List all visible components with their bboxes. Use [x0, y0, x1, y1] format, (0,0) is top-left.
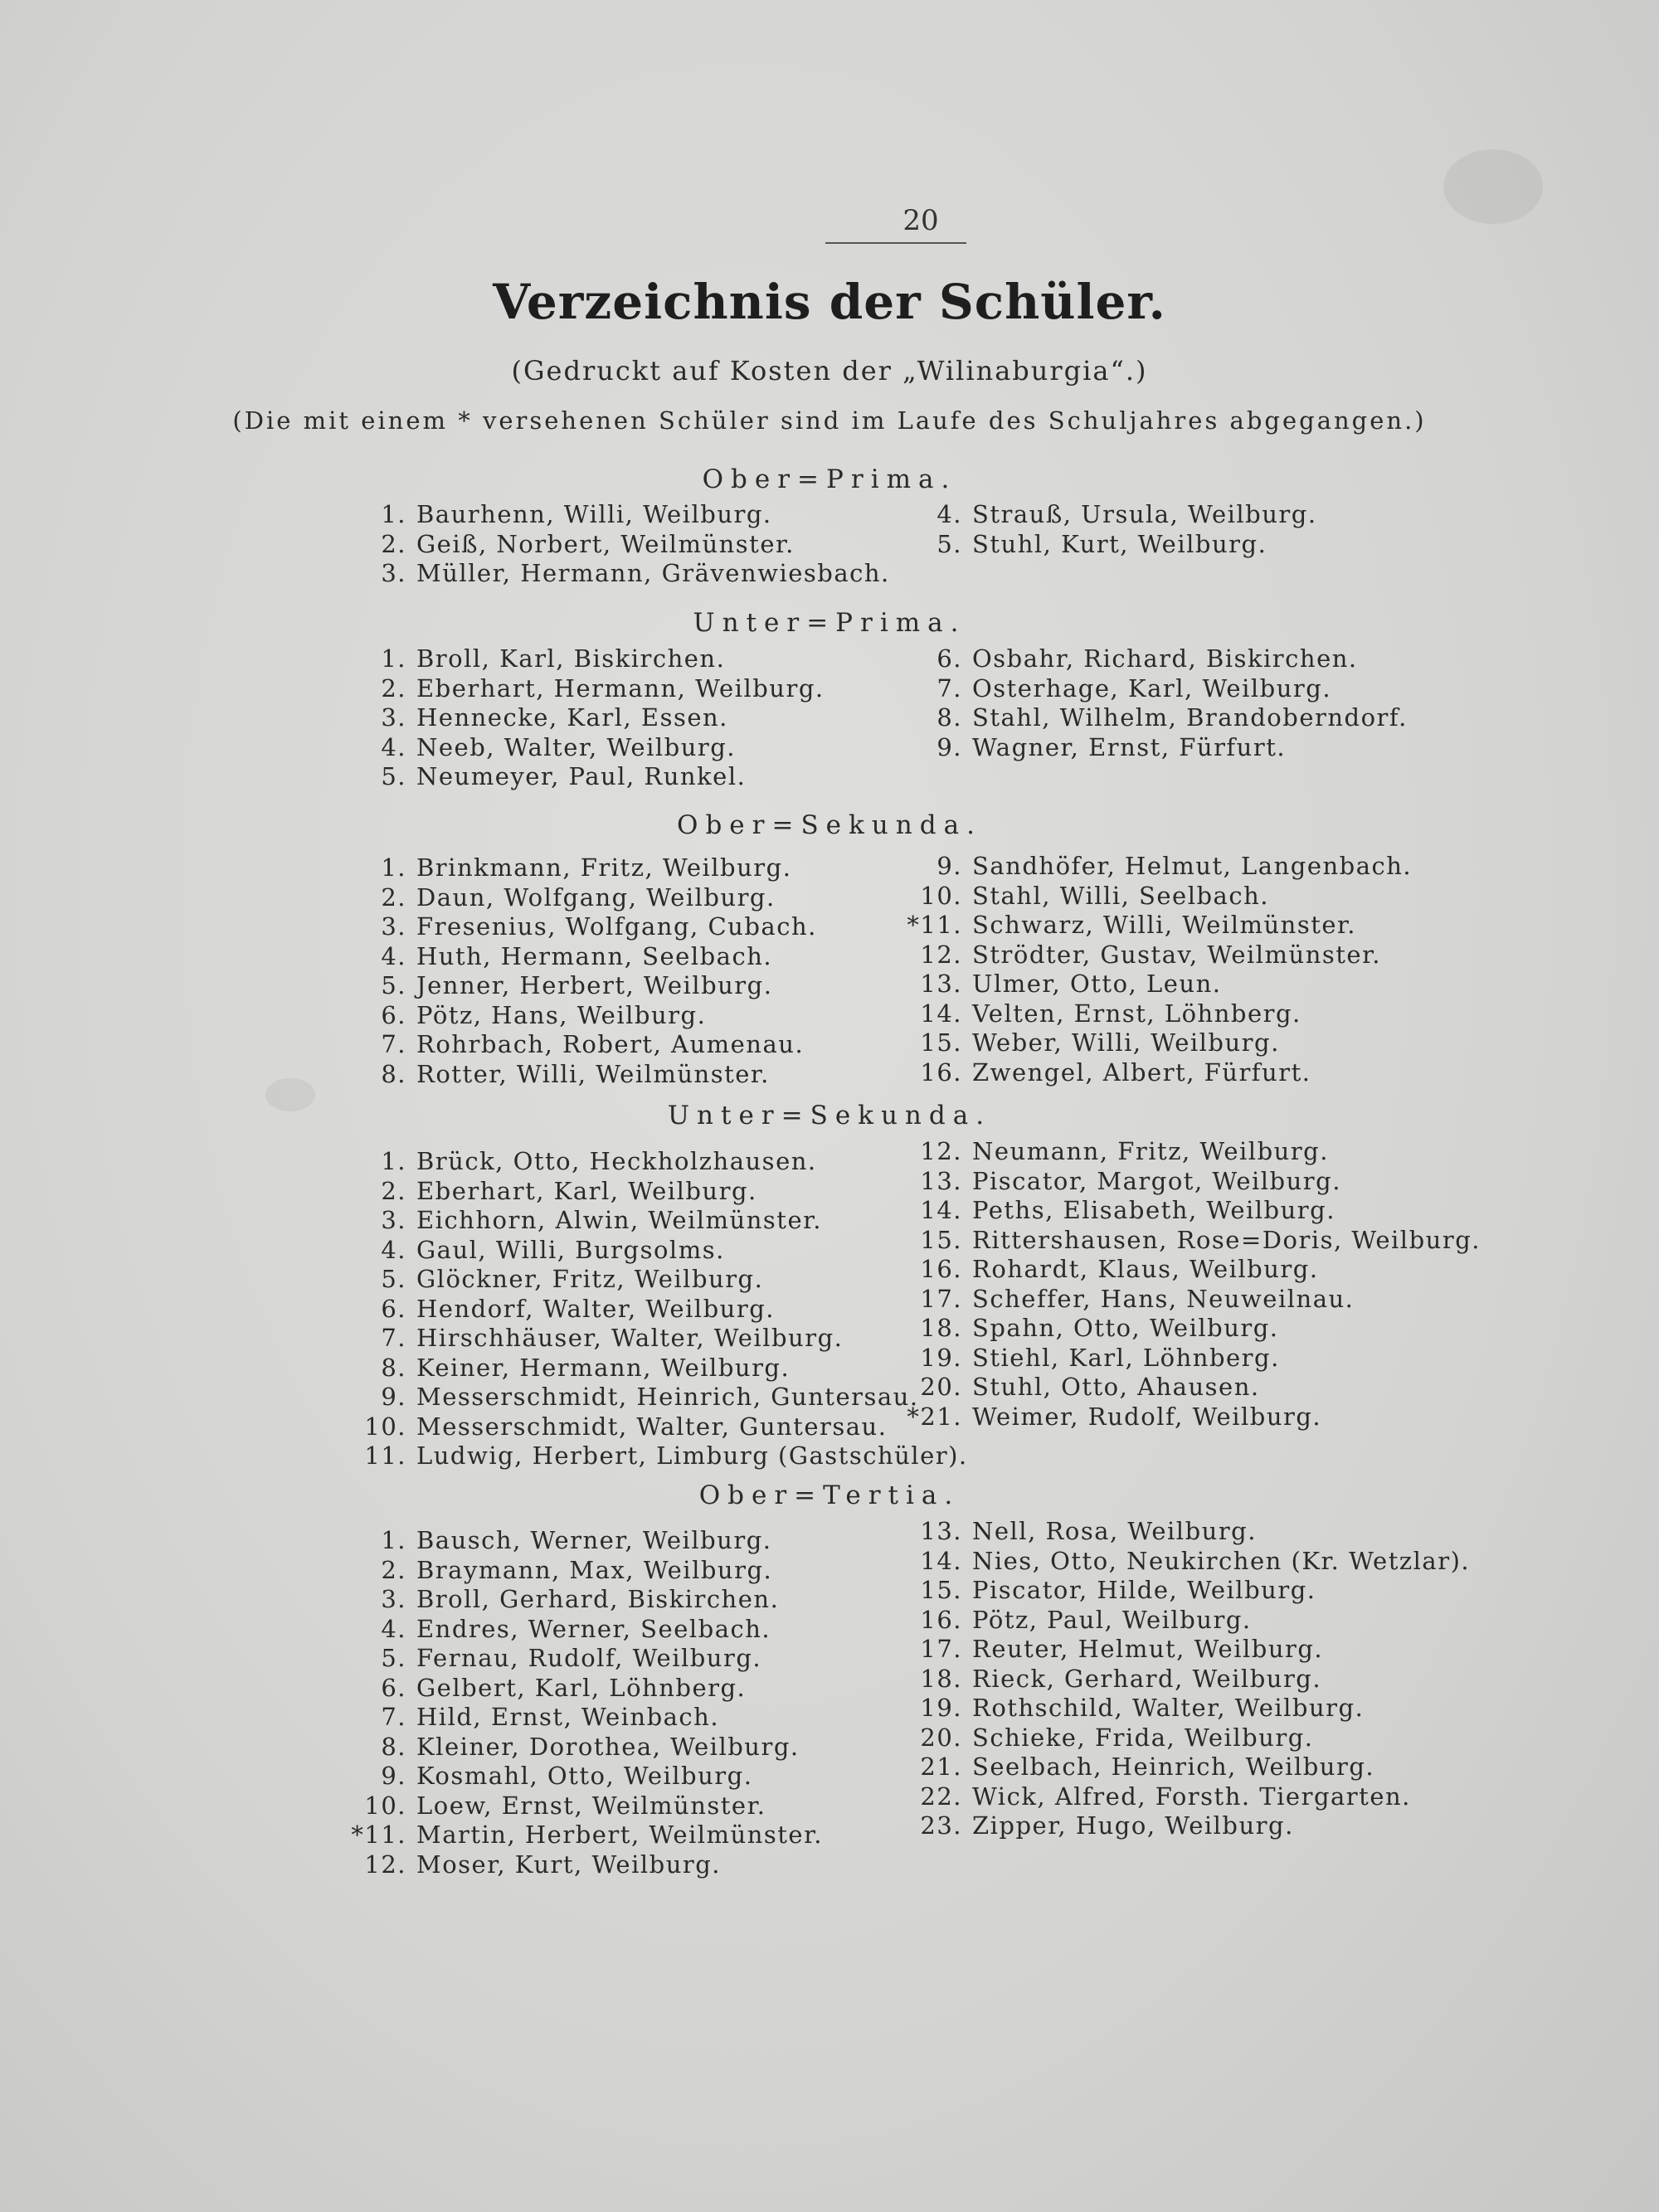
section-heading-ober-sekunda: Ober=Sekunda. — [677, 810, 982, 840]
entry-number: 2. — [381, 529, 406, 558]
student-entry — [332, 1762, 823, 1791]
student-entry — [332, 1850, 823, 1880]
entry-number: 9. — [381, 1762, 406, 1790]
student-entry — [888, 1723, 1470, 1753]
section-heading-unter-prima: Unter=Prima. — [693, 608, 966, 638]
student-entry — [332, 1236, 968, 1266]
student-name: Nell, Rosa, Weilburg. — [972, 1517, 1257, 1545]
student-name: Kleiner, Dorothea, Weilburg. — [416, 1732, 800, 1761]
student-name: Stahl, Wilhelm, Brandoberndorf. — [972, 703, 1408, 732]
student-name: Moser, Kurt, Weilburg. — [416, 1850, 722, 1879]
student-entry — [332, 883, 817, 913]
student-name: Piscator, Margot, Weilburg. — [972, 1166, 1341, 1195]
student-name: Scheffer, Hans, Neuweilnau. — [972, 1284, 1355, 1313]
entry-number: 1. — [381, 500, 406, 528]
student-name: Braymann, Max, Weilburg. — [416, 1555, 773, 1584]
unter-sekunda-left-column — [332, 1147, 968, 1471]
student-entry — [332, 762, 825, 792]
student-name: Osterhage, Karl, Weilburg. — [972, 673, 1332, 702]
student-entry — [888, 500, 1317, 530]
entry-number: 6. — [381, 1294, 406, 1323]
entry-number: 8. — [381, 1353, 406, 1382]
student-entry — [888, 1606, 1470, 1636]
student-entry — [332, 1585, 823, 1615]
student-entry — [888, 1576, 1470, 1606]
student-name: Eichhorn, Alwin, Weilmünster. — [416, 1206, 823, 1234]
entry-number: 16. — [920, 1255, 962, 1283]
student-entry — [888, 1196, 1481, 1226]
entry-number: 2. — [381, 1555, 406, 1584]
student-entry — [332, 1821, 823, 1850]
student-name: Nies, Otto, Neukirchen (Kr. Wetzlar). — [972, 1546, 1471, 1575]
entry-number: 1. — [381, 1526, 406, 1554]
ober-sekunda-left-column — [332, 853, 817, 1089]
entry-number: 23. — [920, 1811, 962, 1840]
entry-number: 16. — [920, 1057, 962, 1087]
student-entry — [888, 1782, 1470, 1812]
student-name: Strauß, Ursula, Weilburg. — [972, 500, 1317, 528]
unter-sekunda-right-column — [888, 1137, 1481, 1432]
student-name: Brück, Otto, Heckholzhausen. — [416, 1147, 817, 1175]
student-entry — [332, 853, 817, 883]
student-name: Fernau, Rudolf, Weilburg. — [416, 1644, 762, 1672]
student-entry — [888, 674, 1408, 704]
entry-number: 17. — [920, 1635, 962, 1663]
entry-number: 10. — [920, 881, 962, 910]
student-entry — [332, 1324, 968, 1354]
student-name: Brinkmann, Fritz, Weilburg. — [416, 853, 792, 882]
entry-number: 21. — [920, 1753, 962, 1781]
student-name: Loew, Ernst, Weilmünster. — [416, 1791, 766, 1820]
student-name: Wagner, Ernst, Fürfurt. — [972, 732, 1287, 761]
student-entry — [332, 1526, 823, 1556]
entry-number: 3. — [381, 1206, 406, 1234]
student-entry — [332, 942, 817, 972]
student-entry — [332, 1791, 823, 1821]
student-name: Hennecke, Karl, Essen. — [416, 703, 728, 732]
student-name: Neumann, Fritz, Weilburg. — [972, 1137, 1329, 1165]
student-name: Stuhl, Otto, Ahausen. — [972, 1373, 1260, 1401]
page-number: 20 — [902, 204, 939, 237]
student-entry — [332, 1001, 817, 1031]
entry-number: 4. — [937, 500, 962, 528]
entry-number: 1. — [381, 1147, 406, 1175]
page-title: Verzeichnis der Schüler. — [493, 274, 1166, 330]
student-entry — [332, 1644, 823, 1674]
student-entry — [332, 912, 817, 942]
entry-number: 8. — [937, 703, 962, 732]
student-entry — [888, 1811, 1470, 1841]
entry-number: 13. — [920, 1517, 962, 1545]
ober-tertia-right-column — [888, 1517, 1470, 1841]
entry-number: 3. — [381, 703, 406, 732]
entry-number: 16. — [920, 1605, 962, 1634]
entry-number: 4. — [381, 1614, 406, 1643]
student-entry — [332, 1441, 968, 1471]
student-name: Rieck, Gerhard, Weilburg. — [972, 1664, 1322, 1693]
student-name: Pötz, Paul, Weilburg. — [972, 1605, 1252, 1634]
student-name: Weimer, Rudolf, Weilburg. — [972, 1402, 1322, 1431]
section-heading-unter-sekunda: Unter=Sekunda. — [667, 1101, 992, 1130]
entry-number: 13. — [920, 970, 962, 998]
student-entry — [888, 1547, 1470, 1577]
student-name: Wick, Alfred, Forsth. Tiergarten. — [972, 1782, 1411, 1811]
student-entry — [332, 1030, 817, 1060]
entry-number: 19. — [920, 1343, 962, 1372]
student-entry — [888, 882, 1412, 912]
student-entry — [332, 530, 890, 560]
student-entry — [332, 1177, 968, 1207]
student-name: Weber, Willi, Weilburg. — [972, 1028, 1280, 1057]
entry-number: 9. — [937, 732, 962, 761]
student-name: Osbahr, Richard, Biskirchen. — [972, 644, 1358, 673]
entry-number: 1. — [381, 853, 406, 882]
student-name: Baurhenn, Willi, Weilburg. — [416, 500, 772, 528]
student-entry — [332, 1615, 823, 1645]
entry-number: 14. — [920, 999, 962, 1028]
entry-number: 15. — [920, 1028, 962, 1057]
entry-number: 8. — [381, 1732, 406, 1761]
page-subtitle: (Gedruckt auf Kosten der „Wilinaburgia“.) — [511, 355, 1148, 386]
entry-number: 10. — [364, 1412, 406, 1441]
entry-number: 18. — [920, 1664, 962, 1693]
unter-prima-left-column — [332, 644, 825, 792]
student-entry — [888, 1635, 1470, 1665]
student-name: Fresenius, Wolfgang, Cubach. — [416, 912, 817, 941]
student-entry — [332, 674, 825, 704]
student-name: Neumeyer, Paul, Runkel. — [416, 762, 747, 790]
ober-sekunda-right-column — [888, 852, 1412, 1087]
student-entry — [888, 1285, 1481, 1315]
entry-number: *11. — [907, 911, 962, 939]
entry-number: 19. — [920, 1694, 962, 1722]
entry-number: 5. — [381, 762, 406, 790]
student-entry — [332, 1060, 817, 1090]
entry-number: 12. — [364, 1850, 406, 1879]
entry-number: 4. — [381, 941, 406, 970]
entry-number: 9. — [381, 1383, 406, 1411]
entry-number: 14. — [920, 1546, 962, 1575]
entry-number: 5. — [381, 971, 406, 999]
student-name: Neeb, Walter, Weilburg. — [416, 732, 737, 761]
entry-number: 7. — [381, 1030, 406, 1058]
entry-number: 17. — [920, 1284, 962, 1313]
student-name: Broll, Gerhard, Biskirchen. — [416, 1585, 780, 1613]
student-name: Glöckner, Fritz, Weilburg. — [416, 1265, 764, 1293]
student-entry — [888, 1694, 1470, 1723]
student-entry — [888, 941, 1412, 970]
entry-number: 2. — [381, 882, 406, 912]
student-name: Messerschmidt, Heinrich, Guntersau. — [416, 1383, 919, 1411]
student-name: Zipper, Hugo, Weilburg. — [972, 1811, 1294, 1840]
student-entry — [888, 733, 1408, 763]
student-entry — [888, 530, 1317, 560]
page-number-rule — [825, 242, 966, 244]
entry-number: 12. — [920, 940, 962, 969]
entry-number: 22. — [920, 1782, 962, 1811]
student-entry — [888, 999, 1412, 1029]
entry-number: 18. — [920, 1314, 962, 1342]
entry-number: 13. — [920, 1166, 962, 1195]
student-entry — [332, 1206, 968, 1236]
entry-number: 15. — [920, 1225, 962, 1254]
student-name: Messerschmidt, Walter, Guntersau. — [416, 1412, 888, 1441]
student-name: Hirschhäuser, Walter, Weilburg. — [416, 1324, 844, 1352]
student-name: Stiehl, Karl, Löhnberg. — [972, 1343, 1280, 1372]
entry-number: 2. — [381, 673, 406, 702]
entry-number: 3. — [381, 559, 406, 587]
section-heading-ober-tertia: Ober=Tertia. — [698, 1480, 961, 1510]
student-entry — [332, 971, 817, 1001]
entry-number: 12. — [920, 1137, 962, 1165]
student-entry — [888, 1373, 1481, 1403]
student-name: Sandhöfer, Helmut, Langenbach. — [972, 852, 1413, 880]
student-entry — [332, 1703, 823, 1733]
departure-note: (Die mit einem * versehenen Schüler sind im Laufe des Schuljahres abgegangen.) — [232, 406, 1427, 435]
student-entry — [888, 1753, 1470, 1782]
student-entry — [332, 559, 890, 589]
student-entry — [888, 703, 1408, 733]
student-entry — [332, 1556, 823, 1586]
entry-number: 5. — [381, 1644, 406, 1672]
entry-number: 5. — [381, 1265, 406, 1293]
student-name: Kosmahl, Otto, Weilburg. — [416, 1762, 753, 1790]
student-name: Peths, Elisabeth, Weilburg. — [972, 1196, 1335, 1224]
student-name: Bausch, Werner, Weilburg. — [416, 1526, 772, 1554]
student-name: Velten, Ernst, Löhnberg. — [972, 999, 1301, 1028]
student-entry — [888, 1665, 1470, 1694]
student-name: Gelbert, Karl, Löhnberg. — [416, 1673, 747, 1702]
student-entry — [332, 644, 825, 674]
student-name: Endres, Werner, Seelbach. — [416, 1614, 771, 1643]
student-entry — [332, 733, 825, 763]
section-heading-ober-prima: Ober=Prima. — [702, 464, 957, 494]
entry-number: 3. — [381, 1585, 406, 1613]
student-entry — [888, 970, 1412, 999]
student-name: Spahn, Otto, Weilburg. — [972, 1314, 1279, 1342]
entry-number: 7. — [381, 1703, 406, 1731]
student-entry — [888, 1167, 1481, 1197]
student-name: Martin, Herbert, Weilmünster. — [416, 1821, 823, 1849]
student-name: Rohardt, Klaus, Weilburg. — [972, 1255, 1319, 1283]
student-name: Stuhl, Kurt, Weilburg. — [972, 529, 1267, 558]
student-name: Schieke, Frida, Weilburg. — [972, 1723, 1314, 1752]
entry-number: *21. — [907, 1402, 962, 1431]
student-name: Pötz, Hans, Weilburg. — [416, 1000, 707, 1029]
entry-number: 4. — [381, 732, 406, 761]
entry-number: 4. — [381, 1235, 406, 1264]
student-name: Müller, Hermann, Grävenwiesbach. — [416, 559, 890, 587]
entry-number: 6. — [381, 1673, 406, 1702]
unter-prima-right-column — [888, 644, 1408, 762]
student-entry — [888, 644, 1408, 674]
student-name: Zwengel, Albert, Fürfurt. — [972, 1057, 1311, 1087]
entry-number: 11. — [364, 1441, 406, 1470]
student-name: Gaul, Willi, Burgsolms. — [416, 1235, 725, 1264]
student-entry — [332, 703, 825, 733]
entry-number: 2. — [381, 1176, 406, 1205]
entry-number: 6. — [937, 644, 962, 673]
entry-number: 9. — [937, 852, 962, 880]
student-entry — [888, 1137, 1481, 1167]
student-entry — [888, 1344, 1481, 1373]
student-name: Ulmer, Otto, Leun. — [972, 970, 1222, 998]
student-name: Rothschild, Walter, Weilburg. — [972, 1694, 1365, 1722]
student-entry — [332, 1733, 823, 1762]
student-entry — [332, 1295, 968, 1325]
student-entry — [332, 500, 890, 530]
student-entry — [888, 1028, 1412, 1058]
entry-number: 20. — [920, 1373, 962, 1401]
student-name: Hendorf, Walter, Weilburg. — [416, 1294, 775, 1323]
entry-number: 10. — [364, 1791, 406, 1820]
ober-tertia-left-column — [332, 1526, 823, 1879]
student-entry — [332, 1265, 968, 1295]
student-name: Seelbach, Heinrich, Weilburg. — [972, 1753, 1375, 1781]
student-entry — [888, 911, 1412, 941]
student-entry — [332, 1383, 968, 1412]
student-entry — [888, 1058, 1412, 1088]
student-name: Rotter, Willi, Weilmünster. — [416, 1059, 770, 1088]
paper-stain — [1443, 149, 1543, 224]
student-name: Huth, Hermann, Seelbach. — [416, 941, 773, 970]
student-entry — [332, 1674, 823, 1704]
entry-number: 7. — [381, 1324, 406, 1352]
student-name: Hild, Ernst, Weinbach. — [416, 1703, 720, 1731]
student-name: Daun, Wolfgang, Weilburg. — [416, 882, 776, 912]
student-name: Broll, Karl, Biskirchen. — [416, 644, 726, 673]
student-name: Schwarz, Willi, Weilmünster. — [972, 911, 1356, 939]
entry-number: 7. — [937, 673, 962, 702]
student-entry — [888, 1255, 1481, 1285]
entry-number: 14. — [920, 1196, 962, 1224]
ober-prima-right-column — [888, 500, 1317, 559]
entry-number: 1. — [381, 644, 406, 673]
student-name: Rittershausen, Rose=Doris, Weilburg. — [972, 1225, 1481, 1254]
student-name: Reuter, Helmut, Weilburg. — [972, 1635, 1324, 1663]
student-name: Ludwig, Herbert, Limburg (Gastschüler). — [416, 1441, 968, 1470]
student-name: Jenner, Herbert, Weilburg. — [416, 971, 773, 999]
entry-number: 15. — [920, 1576, 962, 1604]
entry-number: *11. — [351, 1821, 406, 1849]
student-name: Piscator, Hilde, Weilburg. — [972, 1576, 1316, 1604]
student-entry — [888, 1314, 1481, 1344]
student-name: Keiner, Hermann, Weilburg. — [416, 1353, 791, 1382]
student-name: Eberhart, Hermann, Weilburg. — [416, 673, 825, 702]
student-entry — [888, 1517, 1470, 1547]
student-entry — [332, 1147, 968, 1177]
student-name: Rohrbach, Robert, Aumenau. — [416, 1030, 805, 1058]
student-name: Stahl, Willi, Seelbach. — [972, 881, 1269, 910]
ober-prima-left-column — [332, 500, 890, 589]
student-entry — [888, 1226, 1481, 1256]
student-entry — [332, 1412, 968, 1442]
entry-number: 3. — [381, 912, 406, 941]
student-name: Eberhart, Karl, Weilburg. — [416, 1176, 757, 1205]
entry-number: 20. — [920, 1723, 962, 1752]
student-entry — [332, 1354, 968, 1383]
student-name: Strödter, Gustav, Weilmünster. — [972, 940, 1381, 969]
entry-number: 8. — [381, 1059, 406, 1088]
student-entry — [888, 852, 1412, 882]
entry-number: 5. — [937, 529, 962, 558]
student-name: Geiß, Norbert, Weilmünster. — [416, 529, 795, 558]
student-entry — [888, 1403, 1481, 1432]
entry-number: 6. — [381, 1000, 406, 1029]
